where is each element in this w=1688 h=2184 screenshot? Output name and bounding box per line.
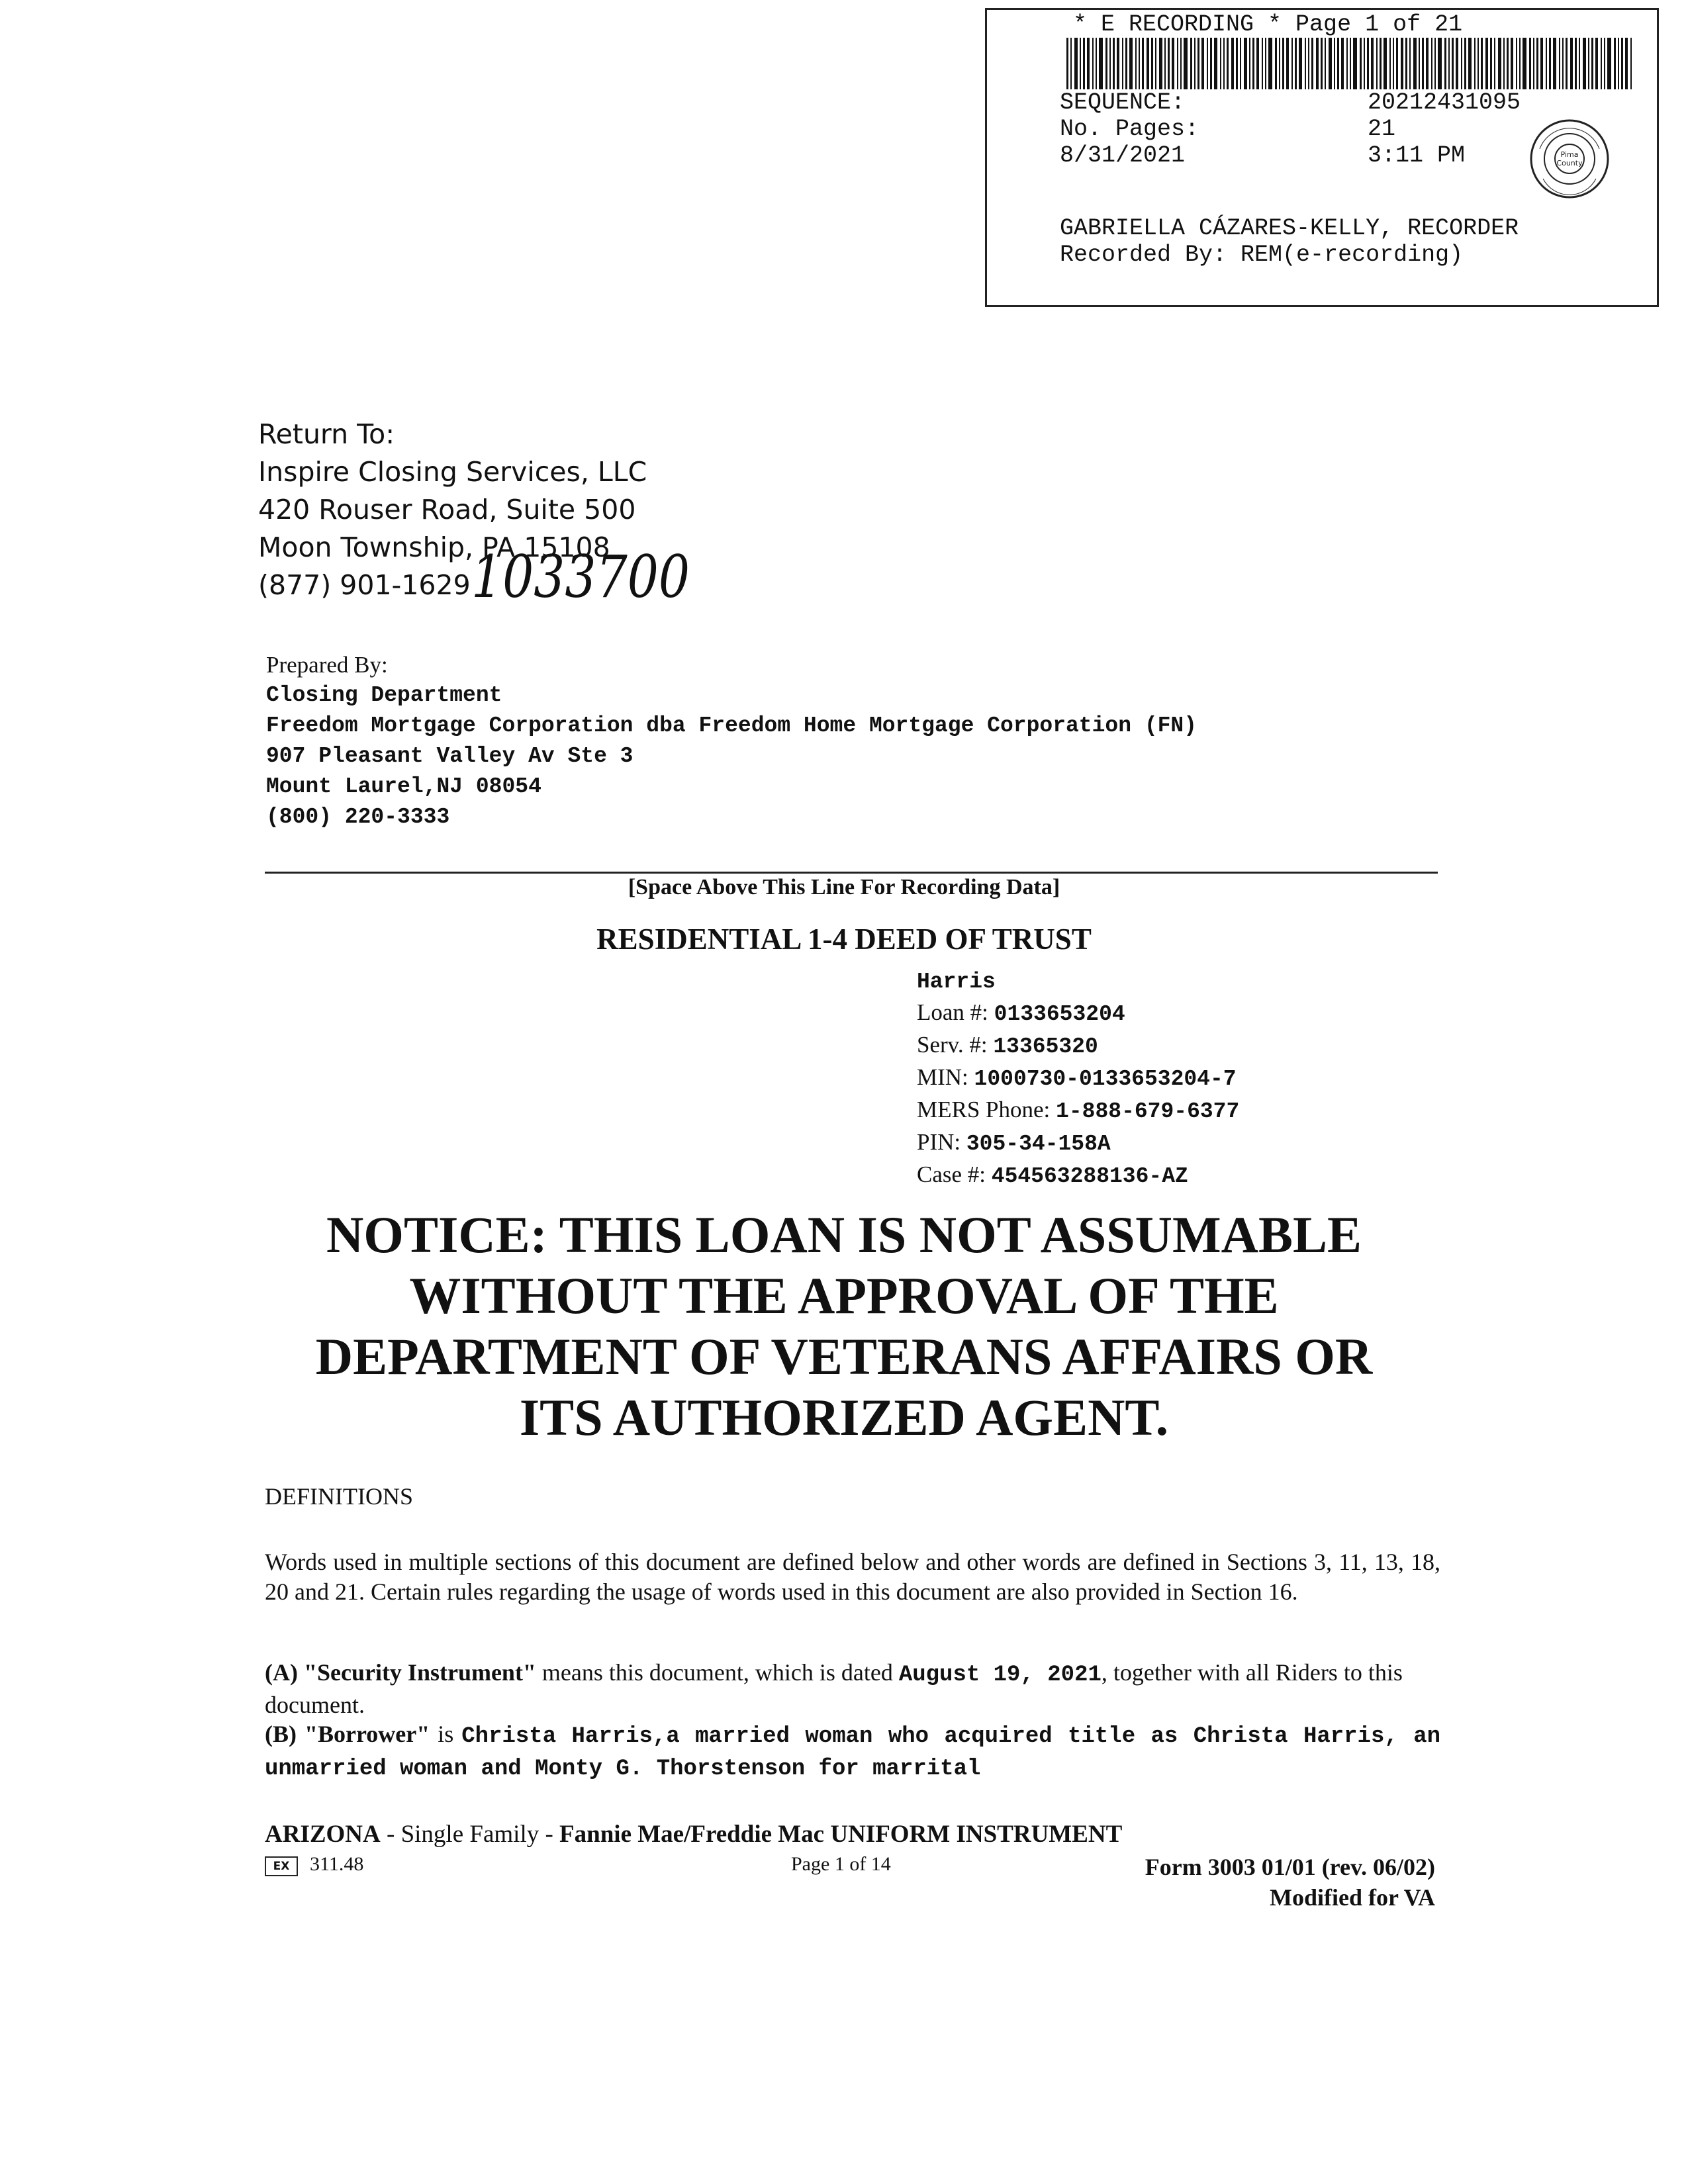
barcode-bar	[1519, 38, 1521, 89]
barcode-bar	[1529, 38, 1531, 89]
barcode-bar	[1396, 38, 1398, 89]
barcode-bar	[1630, 38, 1632, 89]
barcode-bar	[1353, 38, 1357, 89]
barcode-bar	[1275, 38, 1277, 89]
barcode-bar	[1536, 38, 1538, 89]
barcode-bar	[1236, 38, 1238, 89]
barcode-bar	[1511, 38, 1513, 89]
mers-phone-label: MERS Phone:	[917, 1097, 1051, 1122]
barcode-bar	[1139, 38, 1140, 89]
barcode-bar	[1105, 38, 1107, 89]
barcode-bar	[1591, 38, 1593, 89]
barcode-bar	[1316, 38, 1319, 89]
handwritten-number-text: 1033700	[471, 543, 690, 611]
form-number: Form 3003 01/01 (rev. 06/02)	[1145, 1854, 1435, 1880]
prepared-by-label: Prepared By:	[266, 652, 388, 678]
prepared-by-line4: Mount Laurel,NJ 08054	[266, 774, 541, 799]
barcode-bar	[1180, 38, 1182, 89]
barcode-bar	[1562, 38, 1564, 89]
recording-stamp	[985, 8, 1659, 307]
barcode-bar	[1142, 38, 1144, 89]
barcode-bar	[1376, 38, 1378, 89]
barcode-bar	[1477, 38, 1479, 89]
barcode-bar	[1099, 38, 1103, 89]
barcode-bar	[1533, 38, 1534, 89]
return-to-label: Return To:	[258, 418, 395, 450]
barcode-bar	[1252, 38, 1254, 89]
barcode-bar	[1164, 38, 1166, 89]
barcode-bar	[1549, 38, 1551, 89]
barcode-bar	[1168, 38, 1170, 89]
barcode-bar	[1279, 38, 1280, 89]
serv-number-value: 13365320	[993, 1034, 1098, 1059]
pages-value: 21	[1368, 116, 1396, 142]
footer-state: ARIZONA	[265, 1821, 381, 1848]
barcode-bar	[1155, 38, 1156, 89]
barcode-bar	[1389, 38, 1391, 89]
barcode-bar	[1262, 38, 1263, 89]
return-to-line3: Moon Township, PA 15108	[258, 531, 610, 563]
notice-line3: DEPARTMENT OF VETERANS AFFAIRS OR	[315, 1328, 1373, 1385]
barcode-bar	[1575, 38, 1577, 89]
barcode-bar	[1190, 38, 1192, 89]
barcode-bar	[1286, 38, 1289, 89]
barcode-bar	[1540, 38, 1543, 89]
barcode-bar	[1452, 38, 1454, 89]
case-value: 454563288136-AZ	[991, 1164, 1188, 1189]
barcode-bar	[1129, 38, 1133, 89]
barcode-bar	[1371, 38, 1374, 89]
barcode-bar	[1625, 38, 1628, 89]
barcode-bar	[1305, 38, 1306, 89]
deed-title: RESIDENTIAL 1-4 DEED OF TRUST	[596, 923, 1092, 956]
barcode-bar	[1614, 38, 1616, 89]
pages-label: No. Pages:	[1060, 116, 1199, 142]
footer-code: 311.48	[310, 1853, 364, 1875]
recording-divider	[265, 872, 1438, 874]
borrower-names: Christa Harris,a married woman who acquired title as Christa Harris, an unmarried woman and Monty G. Thorstenson for marrital	[265, 1724, 1441, 1782]
sequence-label: SEQUENCE:	[1060, 89, 1186, 116]
prepared-by-line5: (800) 220-3333	[266, 805, 450, 829]
barcode-bar	[1070, 38, 1072, 89]
notice-line2: WITHOUT THE APPROVAL OF THE	[409, 1267, 1279, 1324]
form-logo-icon: EX	[265, 1856, 298, 1876]
barcode-bar	[1346, 38, 1348, 89]
modified-note: Modified for VA	[1269, 1884, 1435, 1911]
recording-date: 8/31/2021	[1060, 142, 1186, 169]
barcode-bar	[1197, 38, 1199, 89]
barcode-bar	[1083, 38, 1085, 89]
space-above-note: [Space Above This Line For Recording Data]	[628, 875, 1060, 899]
barcode-bar	[1194, 38, 1196, 89]
mers-phone-row	[917, 1095, 1239, 1127]
term-security-instrument: (A) "Security Instrument"	[265, 1659, 536, 1686]
barcode-bar	[1109, 38, 1111, 89]
barcode-bar	[1419, 38, 1420, 89]
notice-line4: ITS AUTHORIZED AGENT.	[519, 1388, 1169, 1446]
footer-form-number	[1145, 1852, 1435, 1913]
barcode-bar	[1444, 38, 1446, 89]
barcode-bar	[1405, 38, 1407, 89]
barcode-bar	[1553, 38, 1556, 89]
barcode-bar	[1516, 38, 1517, 89]
page-number: Page 1 of 14	[791, 1853, 891, 1875]
mers-phone-value: 1-888-679-6377	[1056, 1099, 1240, 1124]
barcode-bar	[1367, 38, 1369, 89]
barcode-bar	[1135, 38, 1137, 89]
barcode-bar	[1481, 38, 1483, 89]
barcode-bar	[1350, 38, 1351, 89]
county-seal-icon	[1526, 116, 1613, 202]
barcode-bar	[1325, 38, 1326, 89]
barcode-bar	[1125, 38, 1127, 89]
barcode-bar	[1308, 38, 1309, 89]
definitions-heading: DEFINITIONS	[265, 1483, 413, 1510]
para-b-text1: is	[430, 1721, 462, 1747]
assumability-notice	[199, 1205, 1489, 1448]
barcode-bar	[1311, 38, 1313, 89]
barcode-bar	[1570, 38, 1573, 89]
min-label: MIN:	[917, 1064, 968, 1090]
barcode-bar	[1147, 38, 1149, 89]
case-label: Case #:	[917, 1161, 986, 1187]
barcode-bar	[1341, 38, 1344, 89]
barcode-bar	[1434, 38, 1436, 89]
barcode-bar	[1337, 38, 1339, 89]
definition-borrower	[265, 1719, 1440, 1784]
loan-number-label: Loan #:	[917, 999, 988, 1025]
barcode-bar	[1087, 38, 1090, 89]
barcode-bar	[1461, 38, 1462, 89]
pin-value: 305-34-158A	[966, 1132, 1111, 1156]
barcode-bar	[1604, 38, 1605, 89]
barcode-bar	[1494, 38, 1495, 89]
definitions-intro-paragraph: Words used in multiple sections of this document are defined below and other words are defined in Sections 3, 11, 13, 18, 20 and 21. Certain rules regarding the usage of words used in this document are also provided in Section 16.	[265, 1549, 1440, 1605]
barcode-bar	[1172, 38, 1174, 89]
para-a-text2: , together with all Riders to this document.	[265, 1659, 1403, 1718]
barcode-bar	[1383, 38, 1387, 89]
barcode-bar	[1507, 38, 1509, 89]
sequence-value: 20212431095	[1368, 89, 1521, 116]
svg-text:County: County	[1556, 159, 1583, 167]
min-value: 1000730-0133653204-7	[974, 1067, 1237, 1091]
barcode-bar	[1566, 38, 1568, 89]
barcode-bar	[1159, 38, 1162, 89]
barcode-bar	[1401, 38, 1403, 89]
barcode-bar	[1431, 38, 1432, 89]
barcode-bar	[1184, 38, 1188, 89]
barcode-bar	[1464, 38, 1466, 89]
notice-line1: NOTICE: THIS LOAN IS NOT ASSUMABLE	[326, 1206, 1362, 1263]
barcode-bar	[1223, 38, 1225, 89]
prepared-by-line2: Freedom Mortgage Corporation dba Freedom Home Mortgage Corporation (FN)	[266, 713, 1197, 738]
barcode-bar	[1456, 38, 1458, 89]
barcode-bar	[1210, 38, 1212, 89]
barcode-bar	[1256, 38, 1259, 89]
recording-header: * E RECORDING * Page 1 of 21	[1073, 11, 1463, 38]
barcode-bar	[1151, 38, 1153, 89]
barcode-bar	[1413, 38, 1417, 89]
barcode-bar	[1579, 38, 1580, 89]
barcode-bar	[1096, 38, 1097, 89]
barcode-bar	[1588, 38, 1589, 89]
prepared-by-line3: 907 Pleasant Valley Av Ste 3	[266, 744, 633, 768]
prepared-by-line1: Closing Department	[266, 683, 502, 707]
barcode-bar	[1426, 38, 1429, 89]
barcode-bar	[1201, 38, 1204, 89]
barcode-bar	[1268, 38, 1272, 89]
barcode-bar	[1618, 38, 1619, 89]
barcode-bar	[1244, 38, 1247, 89]
barcode-bar	[1498, 38, 1501, 89]
barcode-bar	[1621, 38, 1623, 89]
barcode-bar	[1227, 38, 1229, 89]
loan-number-value: 0133653204	[994, 1002, 1125, 1026]
barcode-icon	[1066, 38, 1636, 89]
instrument-date: August 19, 2021	[898, 1662, 1102, 1688]
barcode-bar	[1282, 38, 1284, 89]
barcode-bar	[1066, 38, 1068, 89]
loan-info-block	[917, 967, 1239, 1192]
serv-number-row	[917, 1030, 1239, 1062]
barcode-bar	[1448, 38, 1450, 89]
barcode-bar	[1117, 38, 1119, 89]
barcode-bar	[1485, 38, 1488, 89]
pin-row	[917, 1127, 1239, 1160]
barcode-bar	[1334, 38, 1335, 89]
barcode-bar	[1113, 38, 1115, 89]
barcode-bar	[1214, 38, 1217, 89]
return-to-phone: (877) 901-1629	[258, 569, 471, 601]
barcode-bar	[1393, 38, 1394, 89]
barcode-bar	[1380, 38, 1382, 89]
barcode-bar	[1607, 38, 1611, 89]
recording-time: 3:11 PM	[1368, 142, 1466, 169]
barcode-bar	[1299, 38, 1302, 89]
barcode-bar	[1409, 38, 1411, 89]
barcode-bar	[1249, 38, 1250, 89]
barcode-bar	[1074, 38, 1078, 89]
barcode-bar	[1422, 38, 1424, 89]
term-borrower: (B) "Borrower"	[265, 1721, 430, 1747]
serv-number-label: Serv. #:	[917, 1032, 988, 1058]
para-a-text1: means this document, which is dated	[536, 1659, 899, 1686]
pin-label: PIN:	[917, 1129, 961, 1155]
barcode-bar	[1231, 38, 1234, 89]
barcode-bar	[1291, 38, 1293, 89]
barcode-bar	[1490, 38, 1492, 89]
return-to-line2: 420 Rouser Road, Suite 500	[258, 494, 636, 525]
loan-borrower-name: Harris	[917, 970, 996, 994]
handwritten-number	[470, 536, 695, 609]
barcode-bar	[1468, 38, 1472, 89]
barcode-bar	[1546, 38, 1547, 89]
barcode-bar	[1092, 38, 1094, 89]
barcode-bar	[1265, 38, 1266, 89]
footer-form-title	[265, 1820, 1122, 1848]
barcode-bar	[1595, 38, 1598, 89]
footer-instrument: Fannie Mae/Freddie Mac UNIFORM INSTRUMENT	[559, 1821, 1123, 1848]
min-row	[917, 1062, 1239, 1095]
recorder-name: GABRIELLA CÁZARES-KELLY, RECORDER	[1060, 215, 1519, 242]
barcode-bar	[1240, 38, 1241, 89]
prepared-by-block	[266, 650, 1197, 833]
barcode-bar	[1523, 38, 1526, 89]
barcode-bar	[1503, 38, 1505, 89]
recorded-by: Recorded By: REM(e-recording)	[1060, 242, 1464, 268]
case-row	[917, 1160, 1239, 1192]
barcode-bar	[1122, 38, 1123, 89]
svg-text:Pima: Pima	[1560, 150, 1579, 159]
barcode-bar	[1207, 38, 1208, 89]
barcode-bar	[1474, 38, 1476, 89]
barcode-bar	[1080, 38, 1081, 89]
barcode-bar	[1438, 38, 1442, 89]
return-to-line1: Inspire Closing Services, LLC	[258, 456, 647, 488]
barcode-bar	[1321, 38, 1323, 89]
barcode-bar	[1559, 38, 1560, 89]
barcode-bar	[1295, 38, 1297, 89]
barcode-bar	[1220, 38, 1221, 89]
barcode-bar	[1329, 38, 1332, 89]
barcode-bar	[1601, 38, 1602, 89]
definition-security-instrument	[265, 1658, 1440, 1720]
barcode-bar	[1177, 38, 1178, 89]
footer-type: - Single Family -	[380, 1821, 560, 1848]
barcode-bar	[1364, 38, 1365, 89]
barcode-bar	[1583, 38, 1586, 89]
loan-number-row	[917, 997, 1239, 1030]
barcode-bar	[1360, 38, 1362, 89]
